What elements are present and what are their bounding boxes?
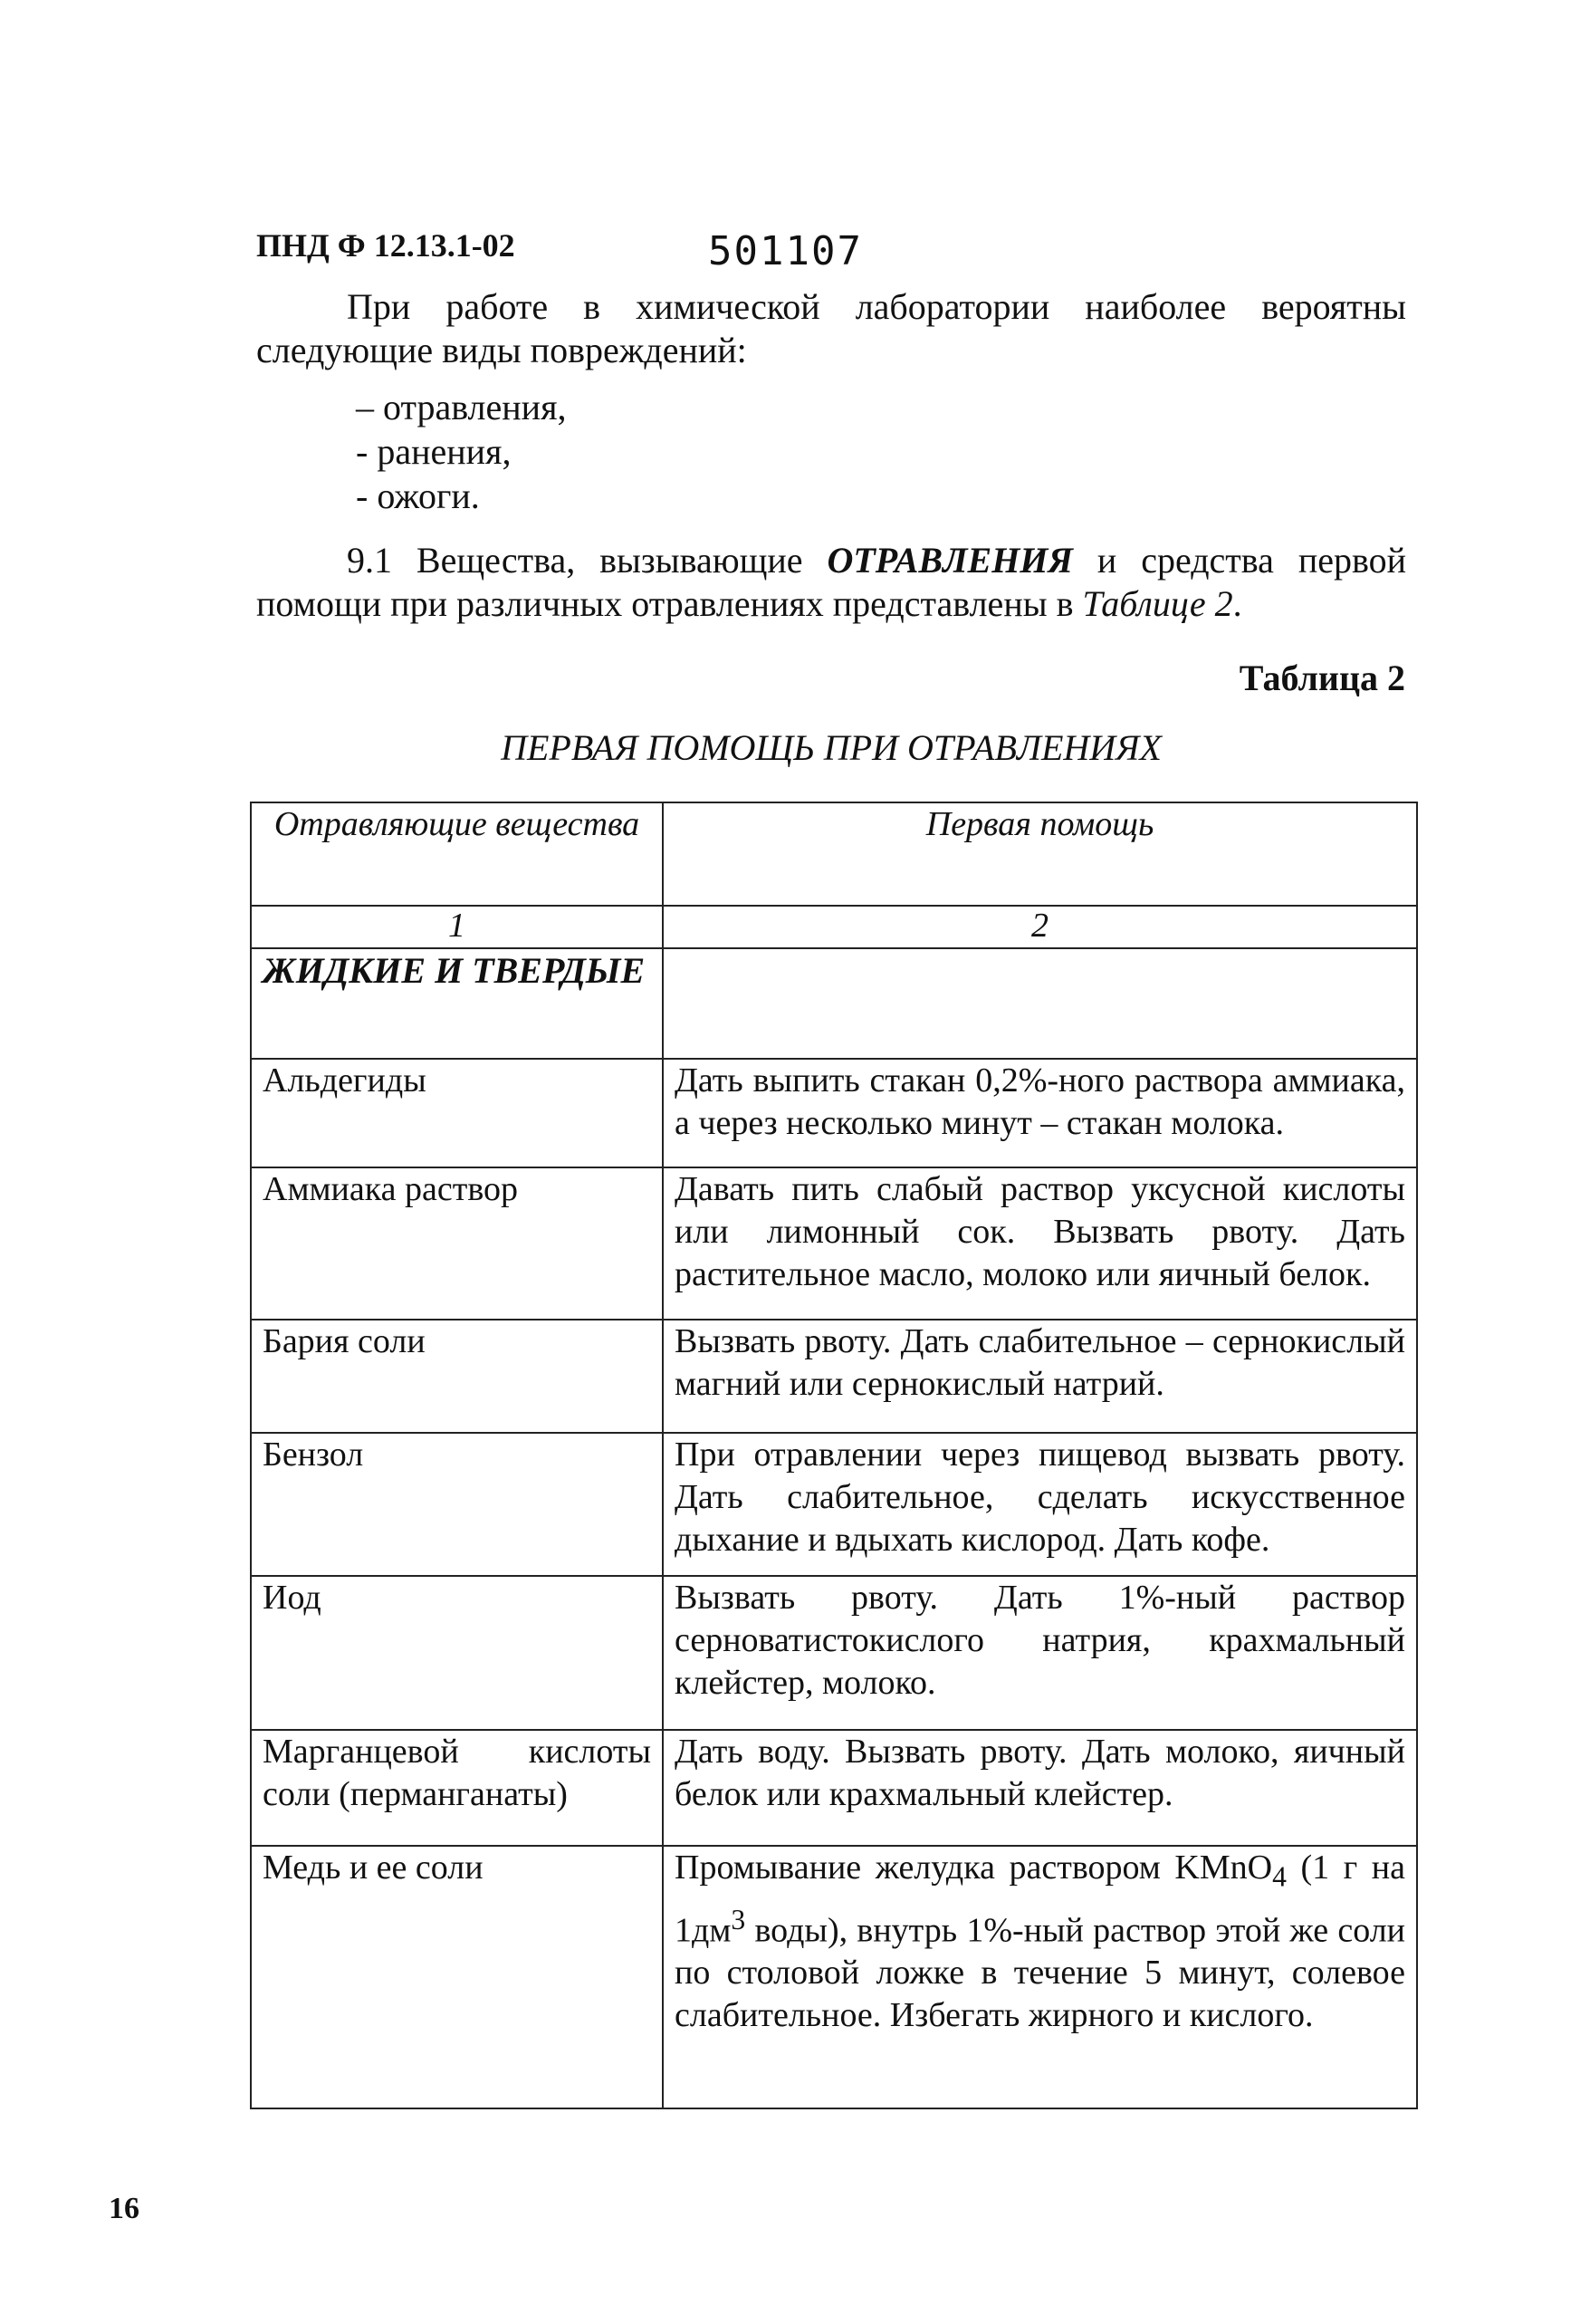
substance-cell: Иод <box>251 1576 663 1730</box>
table-row <box>251 1167 1417 1320</box>
table-row <box>251 1730 1417 1846</box>
section-prefix: 9.1 Вещества, вызывающие <box>347 540 828 581</box>
substance-cell: Аммиака раствор <box>251 1167 663 1320</box>
first-aid-table <box>250 802 1418 2109</box>
table-row <box>251 1320 1417 1433</box>
section-paragraph <box>256 539 1406 626</box>
list-item: – отравления, <box>356 387 567 427</box>
substance-cell: Бария соли <box>251 1320 663 1433</box>
page-number: 16 <box>109 2192 139 2225</box>
column-header-substances: Отравляющие вещества <box>251 802 663 906</box>
first-aid-cell: При отравлении через пищевод вызвать рвоту. Дать слабительное, сделать искусственное дыхание и вдыхать кислород. Дать кофе. <box>663 1433 1417 1576</box>
aid-text: Промывание желудка раствором KMnO <box>675 1849 1273 1887</box>
list-item: - ранения, <box>356 431 512 472</box>
substance-cell: Бензол <box>251 1433 663 1576</box>
injury-list <box>356 385 566 518</box>
substance-cell: Альдегиды <box>251 1059 663 1167</box>
document-code: ПНД Ф 12.13.1-02 <box>256 227 515 264</box>
formula-subscript: 4 <box>1272 1860 1287 1893</box>
table-row <box>251 1433 1417 1576</box>
substance-cell: Медь и ее соли <box>251 1846 663 2108</box>
first-aid-cell: Дать выпить стакан 0,2%-ного раствора аммиака, а через несколько минут – стакан молока. <box>663 1059 1417 1167</box>
unit-superscript: 3 <box>731 1903 746 1935</box>
section-middle: и средства первой помощи при различных отравлениях представлены в <box>256 540 1406 624</box>
first-aid-cell: Давать пить слабый раствор уксусной кислоты или лимонный сок. Вызвать рвоту. Дать растительное масло, молоко или яичный белок. <box>663 1167 1417 1320</box>
first-aid-cell: Вызвать рвоту. Дать 1%-ный раствор серноватистокислого натрия, крахмальный клейстер, молоко. <box>663 1576 1417 1730</box>
first-aid-cell: Вызвать рвоту. Дать слабительное – сернокислый магний или сернокислый натрий. <box>663 1320 1417 1433</box>
aid-text: воды), внутрь 1%-ный раствор этой же соли по столовой ложке в течение 5 минут, солевое слабительное. Избегать жирного и кислого. <box>675 1911 1405 2035</box>
table-row <box>251 1059 1417 1167</box>
list-item: - ожоги. <box>356 475 480 516</box>
substance-cell: Марганцевой кислоты соли (перманганаты) <box>251 1730 663 1846</box>
category-label: ЖИДКИЕ И ТВЕРДЫЕ <box>263 950 646 991</box>
column-number: 2 <box>663 906 1417 948</box>
category-cell <box>251 948 663 1059</box>
table-title: ПЕРВАЯ ПОМОЩЬ ПРИ ОТРАВЛЕНИЯХ <box>501 727 1162 768</box>
first-aid-cell: Дать воду. Вызвать рвоту. Дать молоко, яичный белок или крахмальный клейстер. <box>663 1730 1417 1846</box>
category-row <box>251 948 1417 1059</box>
table-header-row <box>251 802 1417 906</box>
section-end: . <box>1232 583 1242 624</box>
category-cell <box>663 948 1417 1059</box>
intro-paragraph: При работе в химической лаборатории наиболее вероятны следующие виды повреждений: <box>256 286 1406 370</box>
column-header-first-aid: Первая помощь <box>663 802 1417 906</box>
section-emphasis: ОТРАВЛЕНИЯ <box>827 540 1073 581</box>
column-number: 1 <box>251 906 663 948</box>
stamp-number: 501107 <box>708 228 863 274</box>
table-row <box>251 1576 1417 1730</box>
table-reference: Таблице 2 <box>1082 583 1233 624</box>
table-label: Таблица 2 <box>1239 658 1405 698</box>
column-number-row <box>251 906 1417 948</box>
table-row <box>251 1846 1417 2108</box>
first-aid-cell <box>663 1846 1417 2108</box>
aid-text: (1 г на 1дм <box>675 1849 1405 1950</box>
